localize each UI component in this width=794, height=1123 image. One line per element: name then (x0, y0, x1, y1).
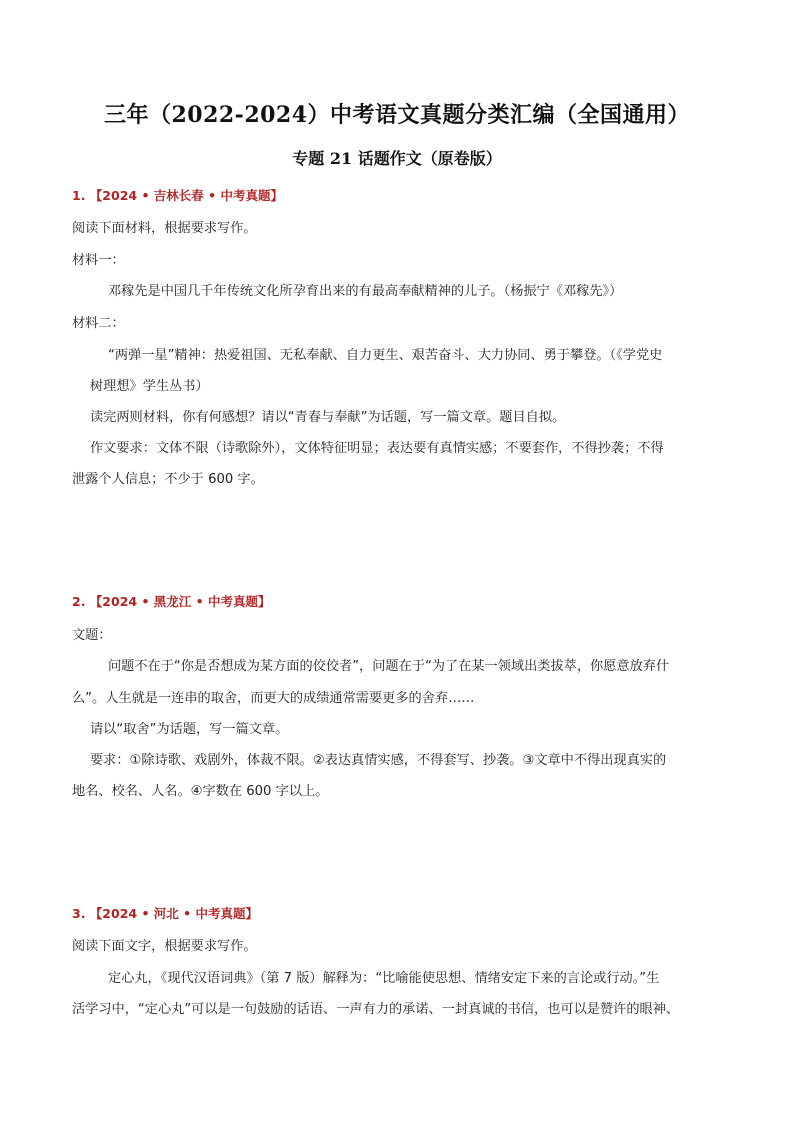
q1-line-9: 泄露个人信息；不少于 600 字。 (72, 472, 264, 487)
q3-line-2: 定心丸，《现代汉语词典》（第 7 版）解释为：“比喻能使思想、情绪安定下来的言论或行动。”生 (108, 971, 660, 986)
q1-line-8: 作文要求：文体不限（诗歌除外），文体特征明显；表达要有真情实感；不要套作，不得抄袭；不得 (90, 441, 664, 456)
q2-line-1: 文题： (72, 628, 112, 643)
q2-line-4: 请以“取舍”为话题，写一篇文章。 (90, 722, 289, 737)
question-2-header: 2. 【2024 • 黑龙江 • 中考真题】 (72, 594, 271, 609)
q1-line-7: 读完两则材料，你有何感想？请以“青春与奉献”为话题，写一篇文章。题目自拟。 (90, 410, 566, 425)
q2-line-3: 么”。人生就是一连串的取舍，而更大的成绩通常需要更多的舍弃…… (72, 691, 475, 706)
q3-line-1: 阅读下面文字，根据要求写作。 (72, 939, 257, 954)
page-subtitle: 专题 21 话题作文（原卷版） (292, 149, 502, 168)
q2-line-5: 要求：①除诗歌、戏剧外，体裁不限。②表达真情实感，不得套写、抄袭。③文章中不得出现真实的 (90, 753, 667, 768)
q3-line-3: 活学习中，“定心丸”可以是一句鼓励的话语、一声有力的承诺、一封真诚的书信，也可以是赞许的眼神、 (72, 1002, 680, 1017)
q1-line-3: 邓稼先是中国几千年传统文化所孕育出来的有最高奉献精神的儿子。（杨振宁《邓稼先》） (108, 284, 623, 299)
page-title: 三年（2022-2024）中考语文真题分类汇编（全国通用） (103, 102, 691, 128)
q2-line-6: 地名、校名、人名。④字数在 600 字以上。 (72, 784, 329, 799)
q1-line-6: 树理想》学生丛书） (90, 379, 209, 394)
question-1-header: 1. 【2024 • 吉林长春 • 中考真题】 (72, 188, 283, 203)
question-3-header: 3. 【2024 • 河北 • 中考真题】 (72, 906, 258, 921)
q2-line-2: 问题不在于“你是否想成为某方面的佼佼者”，问题在于“为了在某一领域出类拔萃，你愿意放弃什 (108, 659, 670, 674)
q1-line-2: 材料一： (72, 253, 125, 268)
q1-line-4: 材料二： (72, 316, 125, 331)
q1-line-5: “两弹一星”精神：热爱祖国、无私奉献、自力更生、艰苦奋斗、大力协同、勇于攀登。（《学党史 (108, 348, 663, 363)
q1-line-1: 阅读下面材料，根据要求写作。 (72, 221, 257, 236)
